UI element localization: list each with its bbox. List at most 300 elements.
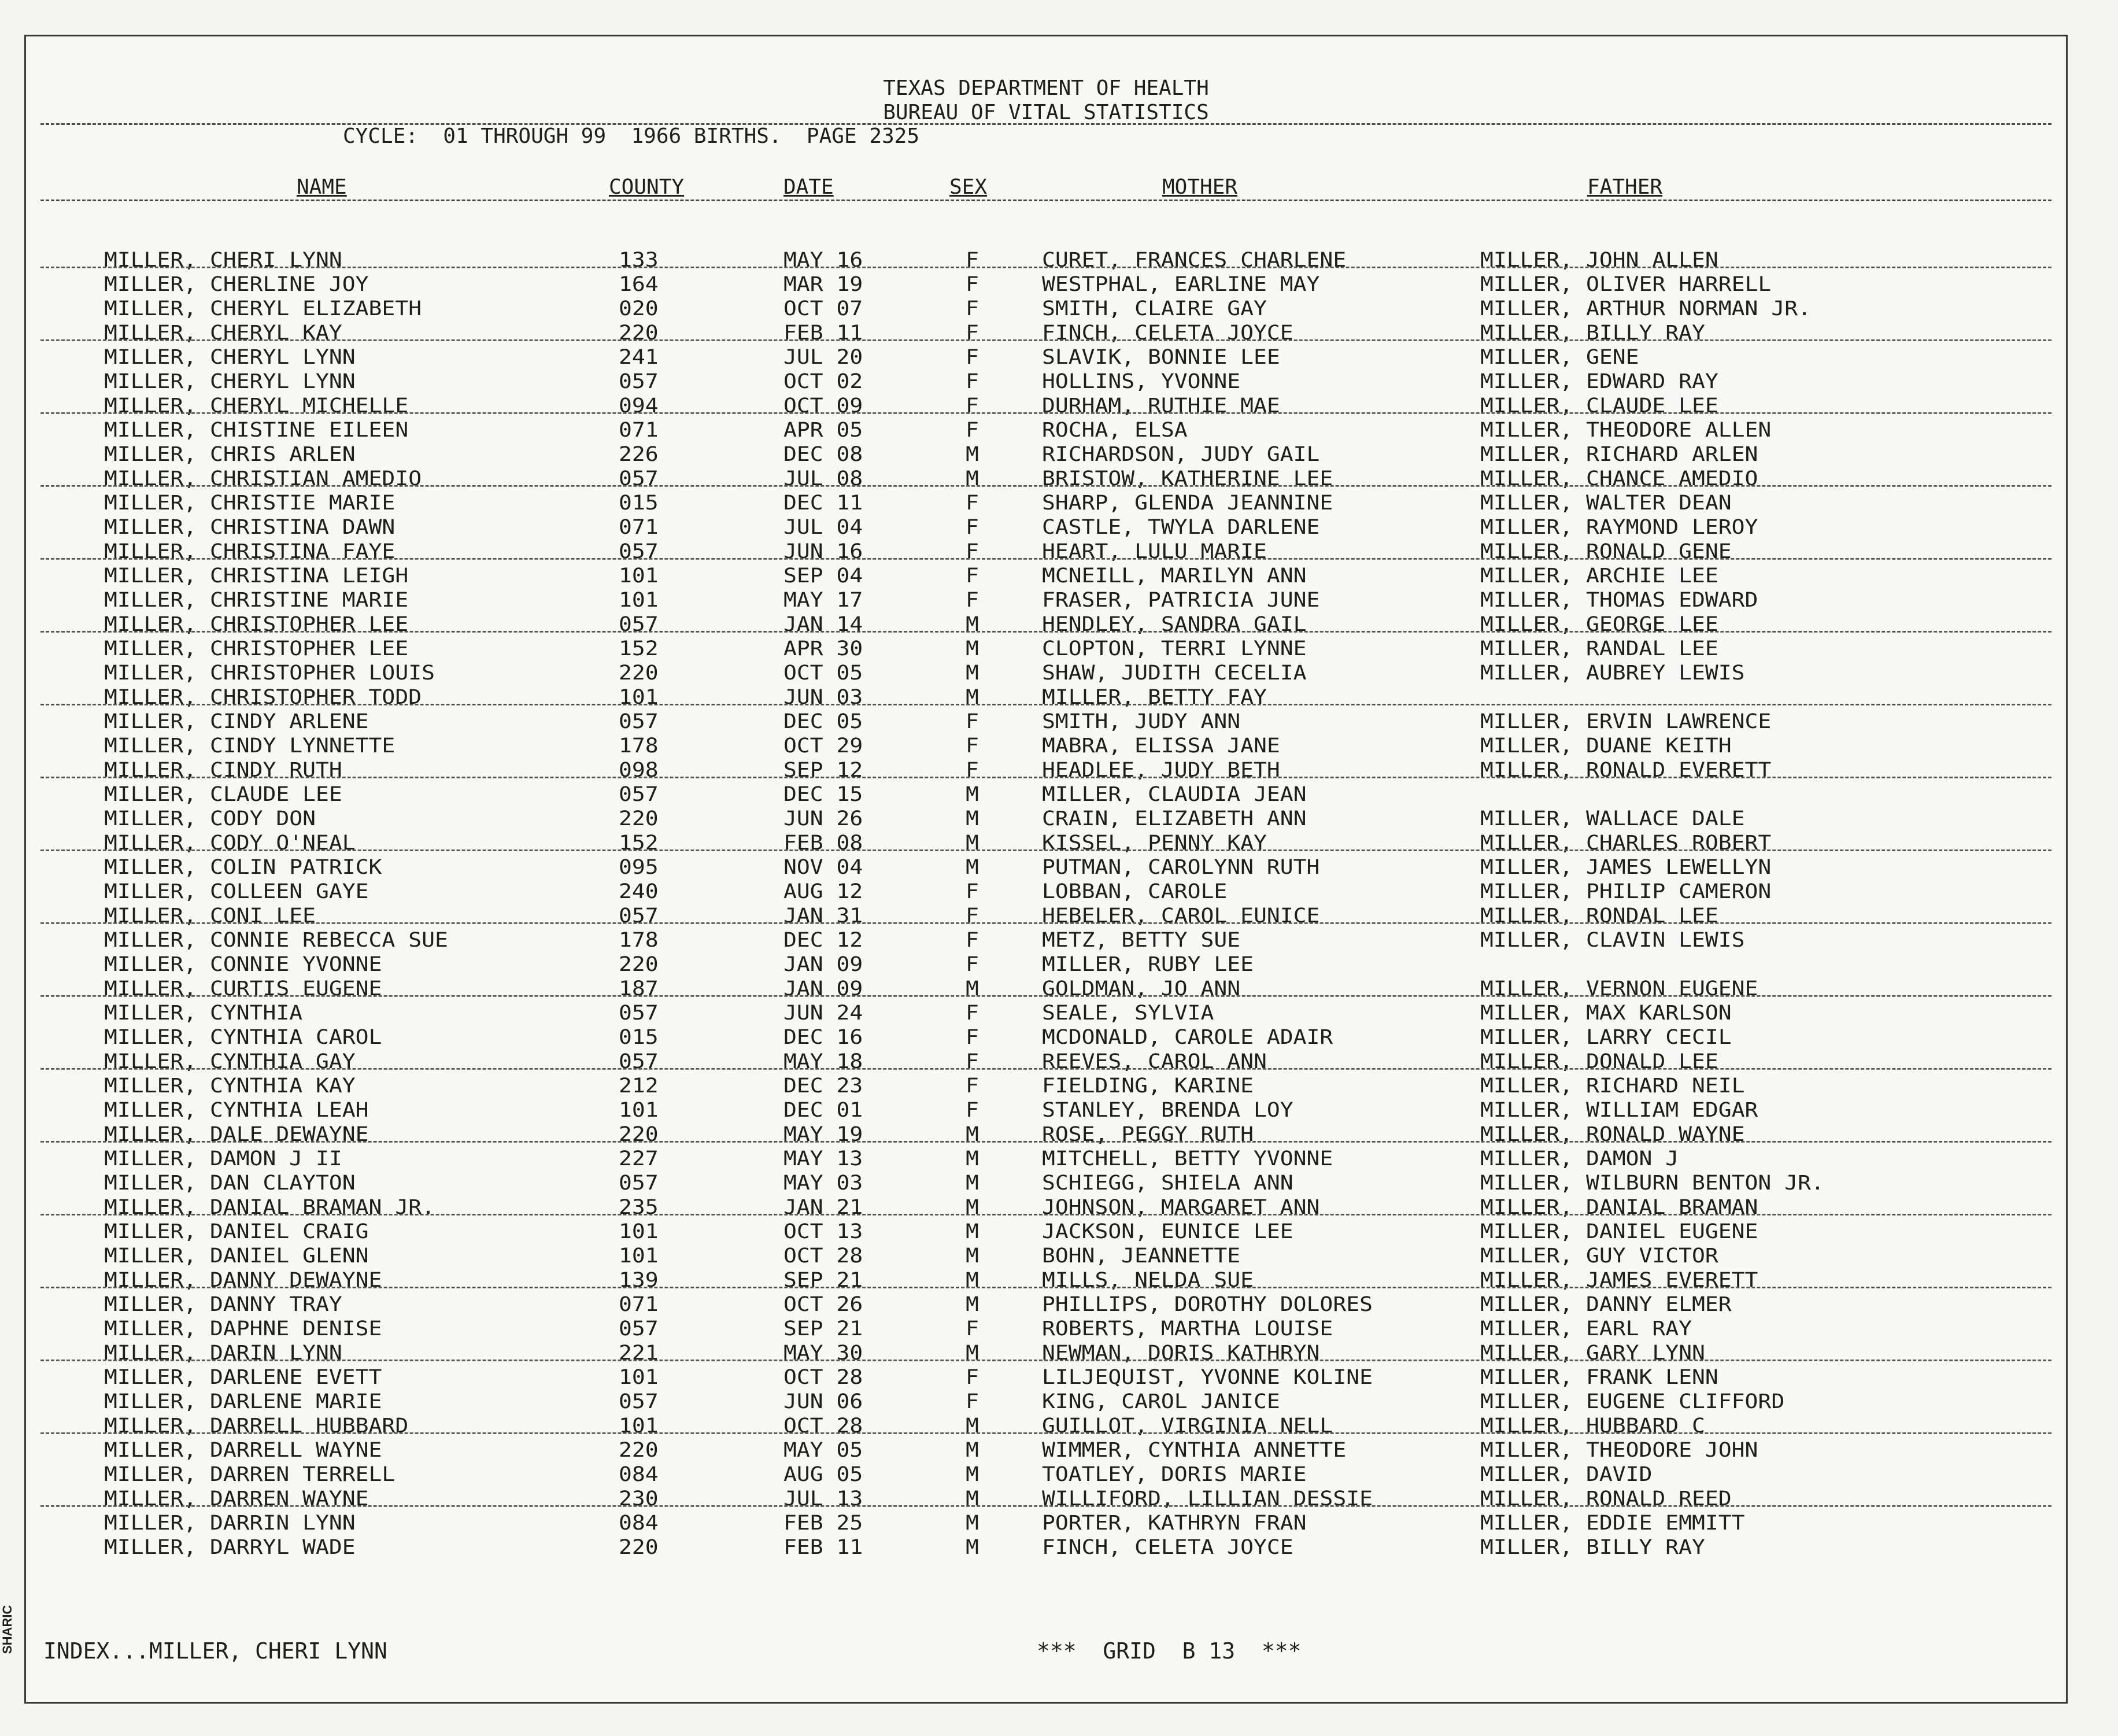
cell-county: 057 bbox=[619, 1049, 659, 1073]
cell-mother: JOHNSON, MARGARET ANN bbox=[1042, 1195, 1320, 1219]
cell-father: MILLER, WALLACE DALE bbox=[1480, 806, 1745, 830]
cell-county: 133 bbox=[619, 248, 659, 272]
cell-name: MILLER, DARRELL HUBBARD bbox=[104, 1413, 409, 1438]
cell-date: FEB 08 bbox=[783, 830, 863, 855]
cell-county: 057 bbox=[619, 1170, 659, 1195]
cell-father: MILLER, RONALD REED bbox=[1480, 1486, 1732, 1510]
cell-sex: F bbox=[966, 345, 979, 369]
cell-name: MILLER, CURTIS EUGENE bbox=[104, 976, 382, 1000]
cell-date: DEC 05 bbox=[783, 709, 863, 733]
cell-mother: STANLEY, BRENDA LOY bbox=[1042, 1098, 1293, 1122]
cell-name: MILLER, DARIN LYNN bbox=[104, 1340, 342, 1365]
cell-county: 057 bbox=[619, 903, 659, 928]
cell-date: OCT 26 bbox=[783, 1292, 863, 1316]
cell-date: OCT 13 bbox=[783, 1219, 863, 1243]
cell-county: 084 bbox=[619, 1510, 659, 1535]
cell-name: MILLER, CHRISTOPHER LEE bbox=[104, 612, 409, 636]
cell-date: FEB 11 bbox=[783, 1535, 863, 1559]
table-row bbox=[26, 1220, 2066, 1243]
cell-father: MILLER, MAX KARLSON bbox=[1480, 1000, 1732, 1025]
cell-mother: PUTMAN, CAROLYNN RUTH bbox=[1042, 855, 1320, 879]
col-county-header: COUNTY bbox=[609, 175, 685, 199]
cell-father: MILLER, CHANCE AMEDIO bbox=[1480, 466, 1758, 490]
cell-date: JUN 16 bbox=[783, 539, 863, 563]
cell-name: MILLER, DANNY DEWAYNE bbox=[104, 1268, 382, 1292]
cell-county: 178 bbox=[619, 733, 659, 758]
cell-county: 095 bbox=[619, 855, 659, 879]
cell-name: MILLER, CLAUDE LEE bbox=[104, 782, 342, 806]
cell-sex: M bbox=[966, 466, 979, 490]
cell-mother: ROCHA, ELSA bbox=[1042, 418, 1188, 442]
cell-county: 178 bbox=[619, 928, 659, 952]
cell-mother: SMITH, CLAIRE GAY bbox=[1042, 296, 1267, 320]
cell-mother: KISSEL, PENNY KAY bbox=[1042, 830, 1267, 855]
cell-county: 101 bbox=[619, 1219, 659, 1243]
cell-mother: FIELDING, KARINE bbox=[1042, 1073, 1254, 1098]
cell-sex: F bbox=[966, 1000, 979, 1025]
cell-date: OCT 28 bbox=[783, 1365, 863, 1389]
table-row bbox=[26, 904, 2066, 927]
cell-sex: M bbox=[966, 685, 979, 709]
cell-date: APR 30 bbox=[783, 636, 863, 660]
cell-county: 057 bbox=[619, 782, 659, 806]
cell-county: 227 bbox=[619, 1146, 659, 1170]
cell-date: JAN 21 bbox=[783, 1195, 863, 1219]
table-row bbox=[26, 589, 2066, 611]
cell-name: MILLER, CHRISTOPHER TODD bbox=[104, 685, 422, 709]
col-sex-header: SEX bbox=[949, 175, 988, 199]
table-row bbox=[26, 953, 2066, 976]
cell-county: 220 bbox=[619, 1438, 659, 1462]
cell-county: 057 bbox=[619, 466, 659, 490]
table-row bbox=[26, 710, 2066, 733]
cell-name: MILLER, DAMON J II bbox=[104, 1146, 342, 1170]
cell-sex: F bbox=[966, 296, 979, 320]
cell-sex: M bbox=[966, 1195, 979, 1219]
header-rule bbox=[40, 123, 2052, 125]
table-row bbox=[26, 807, 2066, 830]
cell-date: MAY 16 bbox=[783, 248, 863, 272]
cell-name: MILLER, CHERYL KAY bbox=[104, 320, 342, 345]
cell-sex: F bbox=[966, 758, 979, 782]
cell-sex: M bbox=[966, 1122, 979, 1146]
cell-mother: GUILLOT, VIRGINIA NELL bbox=[1042, 1413, 1333, 1438]
table-row bbox=[26, 492, 2066, 514]
report-subtitle: BUREAU OF VITAL STATISTICS bbox=[883, 101, 1209, 124]
cell-father: MILLER, GARY LYNN bbox=[1480, 1340, 1705, 1365]
cell-date: MAR 19 bbox=[783, 272, 863, 296]
cell-sex: F bbox=[966, 393, 979, 418]
cell-sex: F bbox=[966, 928, 979, 952]
cell-date: MAY 13 bbox=[783, 1146, 863, 1170]
cell-date: MAY 03 bbox=[783, 1170, 863, 1195]
cell-father: MILLER, JAMES EVERETT bbox=[1480, 1268, 1758, 1292]
cell-date: OCT 09 bbox=[783, 393, 863, 418]
cell-father: MILLER, GUY VICTOR bbox=[1480, 1243, 1718, 1268]
table-row bbox=[26, 1123, 2066, 1146]
cell-father: MILLER, BILLY RAY bbox=[1480, 320, 1705, 345]
cell-name: MILLER, CHRISTINE MARIE bbox=[104, 588, 409, 612]
table-row bbox=[26, 1293, 2066, 1316]
cell-date: NOV 04 bbox=[783, 855, 863, 879]
cell-name: MILLER, CODY O'NEAL bbox=[104, 830, 356, 855]
cell-name: MILLER, CHRIS ARLEN bbox=[104, 442, 356, 466]
cell-county: 139 bbox=[619, 1268, 659, 1292]
records-table bbox=[26, 248, 2066, 1559]
cell-name: MILLER, DARLENE MARIE bbox=[104, 1389, 382, 1413]
cell-mother: LILJEQUIST, YVONNE KOLINE bbox=[1042, 1365, 1373, 1389]
cell-county: 212 bbox=[619, 1073, 659, 1098]
cell-sex: F bbox=[966, 1365, 979, 1389]
cell-mother: CASTLE, TWYLA DARLENE bbox=[1042, 515, 1320, 539]
cell-sex: M bbox=[966, 782, 979, 806]
cell-name: MILLER, DANIEL GLENN bbox=[104, 1243, 369, 1268]
cell-mother: MABRA, ELISSA JANE bbox=[1042, 733, 1280, 758]
cell-date: DEC 01 bbox=[783, 1098, 863, 1122]
cell-name: MILLER, COLIN PATRICK bbox=[104, 855, 382, 879]
cell-date: DEC 16 bbox=[783, 1025, 863, 1049]
cell-name: MILLER, CYNTHIA KAY bbox=[104, 1073, 356, 1098]
table-row bbox=[26, 564, 2066, 587]
cell-name: MILLER, CINDY LYNNETTE bbox=[104, 733, 395, 758]
table-row bbox=[26, 832, 2066, 854]
cell-county: 101 bbox=[619, 1413, 659, 1438]
table-row bbox=[26, 1342, 2066, 1364]
cell-date: JUN 06 bbox=[783, 1389, 863, 1413]
cell-sex: F bbox=[966, 490, 979, 515]
cell-sex: M bbox=[966, 806, 979, 830]
cell-sex: F bbox=[966, 539, 979, 563]
cell-mother: WILLIFORD, LILLIAN DESSIE bbox=[1042, 1486, 1373, 1510]
cell-mother: NEWMAN, DORIS KATHRYN bbox=[1042, 1340, 1320, 1365]
cell-sex: M bbox=[966, 442, 979, 466]
cell-mother: GOLDMAN, JO ANN bbox=[1042, 976, 1241, 1000]
report-title: TEXAS DEPARTMENT OF HEALTH bbox=[883, 76, 1209, 100]
cell-name: MILLER, CYNTHIA bbox=[104, 1000, 303, 1025]
cell-county: 240 bbox=[619, 879, 659, 903]
table-row bbox=[26, 394, 2066, 417]
cell-mother: METZ, BETTY SUE bbox=[1042, 928, 1241, 952]
cell-name: MILLER, DARREN WAYNE bbox=[104, 1486, 369, 1510]
cell-county: 226 bbox=[619, 442, 659, 466]
table-row bbox=[26, 880, 2066, 903]
cell-name: MILLER, DARLENE EVETT bbox=[104, 1365, 382, 1389]
cell-name: MILLER, DALE DEWAYNE bbox=[104, 1122, 369, 1146]
table-row bbox=[26, 322, 2066, 344]
cell-name: MILLER, CHRISTINA DAWN bbox=[104, 515, 395, 539]
cell-father: MILLER, CHARLES ROBERT bbox=[1480, 830, 1772, 855]
cell-mother: JACKSON, EUNICE LEE bbox=[1042, 1219, 1293, 1243]
cell-county: 220 bbox=[619, 952, 659, 976]
table-row bbox=[26, 1074, 2066, 1097]
cell-father: MILLER, GEORGE LEE bbox=[1480, 612, 1718, 636]
cell-mother: MCDONALD, CAROLE ADAIR bbox=[1042, 1025, 1333, 1049]
cell-mother: SEALE, SYLVIA bbox=[1042, 1000, 1214, 1025]
cell-mother: SHAW, JUDITH CECELIA bbox=[1042, 660, 1307, 685]
cell-father: MILLER, DUANE KEITH bbox=[1480, 733, 1732, 758]
cell-county: 057 bbox=[619, 369, 659, 393]
cell-father: MILLER, RICHARD NEIL bbox=[1480, 1073, 1745, 1098]
cell-father: MILLER, EDWARD RAY bbox=[1480, 369, 1718, 393]
cell-date: JUL 13 bbox=[783, 1486, 863, 1510]
cell-date: MAY 30 bbox=[783, 1340, 863, 1365]
cell-mother: CURET, FRANCES CHARLENE bbox=[1042, 248, 1347, 272]
table-row bbox=[26, 346, 2066, 368]
cell-name: MILLER, CHERLINE JOY bbox=[104, 272, 369, 296]
cell-name: MILLER, CINDY ARLENE bbox=[104, 709, 369, 733]
cell-mother: ROSE, PEGGY RUTH bbox=[1042, 1122, 1254, 1146]
cell-county: 220 bbox=[619, 806, 659, 830]
cell-father: MILLER, RANDAL LEE bbox=[1480, 636, 1718, 660]
table-row bbox=[26, 1099, 2066, 1121]
cell-mother: KING, CAROL JANICE bbox=[1042, 1389, 1280, 1413]
cell-sex: F bbox=[966, 1025, 979, 1049]
cell-county: 057 bbox=[619, 1000, 659, 1025]
cell-father: MILLER, DAMON J bbox=[1480, 1146, 1679, 1170]
cell-name: MILLER, CYNTHIA GAY bbox=[104, 1049, 356, 1073]
cell-date: OCT 07 bbox=[783, 296, 863, 320]
cell-sex: F bbox=[966, 248, 979, 272]
cell-county: 057 bbox=[619, 1316, 659, 1340]
cell-father: MILLER, WILBURN BENTON JR. bbox=[1480, 1170, 1824, 1195]
table-row bbox=[26, 419, 2066, 441]
table-row bbox=[26, 443, 2066, 466]
table-row bbox=[26, 1317, 2066, 1340]
cell-father: MILLER, AUBREY LEWIS bbox=[1480, 660, 1745, 685]
cell-date: DEC 08 bbox=[783, 442, 863, 466]
cell-date: JUN 26 bbox=[783, 806, 863, 830]
cell-father: MILLER, EARL RAY bbox=[1480, 1316, 1692, 1340]
cell-father: MILLER, RICHARD ARLEN bbox=[1480, 442, 1758, 466]
cell-sex: M bbox=[966, 612, 979, 636]
cell-mother: HEADLEE, JUDY BETH bbox=[1042, 758, 1280, 782]
cell-sex: F bbox=[966, 733, 979, 758]
cell-date: SEP 12 bbox=[783, 758, 863, 782]
cell-mother: REEVES, CAROL ANN bbox=[1042, 1049, 1267, 1073]
cell-date: MAY 18 bbox=[783, 1049, 863, 1073]
table-row bbox=[26, 1050, 2066, 1073]
cell-county: 220 bbox=[619, 1122, 659, 1146]
table-row bbox=[26, 1390, 2066, 1413]
cell-father: MILLER, DANIEL EUGENE bbox=[1480, 1219, 1758, 1243]
table-row bbox=[26, 1196, 2066, 1218]
cell-county: 057 bbox=[619, 612, 659, 636]
cell-name: MILLER, CHRISTINA FAYE bbox=[104, 539, 395, 563]
table-row bbox=[26, 613, 2066, 636]
cell-mother: FINCH, CELETA JOYCE bbox=[1042, 1535, 1293, 1559]
cell-county: 220 bbox=[619, 660, 659, 685]
index-line: INDEX...MILLER, CHERI LYNN bbox=[43, 1638, 387, 1664]
cell-county: 084 bbox=[619, 1462, 659, 1486]
cell-name: MILLER, DANIAL BRAMAN JR. bbox=[104, 1195, 435, 1219]
cell-mother: FINCH, CELETA JOYCE bbox=[1042, 320, 1293, 345]
table-row bbox=[26, 1463, 2066, 1486]
cell-county: 015 bbox=[619, 490, 659, 515]
cell-date: DEC 23 bbox=[783, 1073, 863, 1098]
cell-name: MILLER, CHERYL MICHELLE bbox=[104, 393, 409, 418]
cell-name: MILLER, CHERYL LYNN bbox=[104, 369, 356, 393]
cell-sex: F bbox=[966, 1049, 979, 1073]
cell-father: MILLER, JOHN ALLEN bbox=[1480, 248, 1718, 272]
table-row bbox=[26, 249, 2066, 271]
cell-date: SEP 21 bbox=[783, 1316, 863, 1340]
cell-mother: CLOPTON, TERRI LYNNE bbox=[1042, 636, 1307, 660]
cell-mother: MILLER, RUBY LEE bbox=[1042, 952, 1254, 976]
cell-sex: M bbox=[966, 1146, 979, 1170]
cell-county: 220 bbox=[619, 1535, 659, 1559]
cell-mother: WESTPHAL, EARLINE MAY bbox=[1042, 272, 1320, 296]
cell-mother: WIMMER, CYNTHIA ANNETTE bbox=[1042, 1438, 1347, 1462]
cell-name: MILLER, DARRELL WAYNE bbox=[104, 1438, 382, 1462]
cell-date: JUN 24 bbox=[783, 1000, 863, 1025]
cell-date: OCT 02 bbox=[783, 369, 863, 393]
cell-father: MILLER, VERNON EUGENE bbox=[1480, 976, 1758, 1000]
cell-date: OCT 28 bbox=[783, 1413, 863, 1438]
cell-date: FEB 25 bbox=[783, 1510, 863, 1535]
grid-label: *** GRID B 13 *** bbox=[1037, 1638, 1302, 1664]
cell-name: MILLER, DANNY TRAY bbox=[104, 1292, 342, 1316]
cell-father: MILLER, DONALD LEE bbox=[1480, 1049, 1718, 1073]
cell-father: MILLER, DAVID bbox=[1480, 1462, 1653, 1486]
cell-father: MILLER, CLAVIN LEWIS bbox=[1480, 928, 1745, 952]
cell-name: MILLER, DAN CLAYTON bbox=[104, 1170, 356, 1195]
cell-name: MILLER, DAPHNE DENISE bbox=[104, 1316, 382, 1340]
table-row bbox=[26, 1536, 2066, 1558]
cell-date: SEP 04 bbox=[783, 563, 863, 588]
cell-sex: F bbox=[966, 1098, 979, 1122]
cell-father: MILLER, HUBBARD C bbox=[1480, 1413, 1705, 1438]
cell-county: 187 bbox=[619, 976, 659, 1000]
cell-county: 230 bbox=[619, 1486, 659, 1510]
cell-sex: M bbox=[966, 1340, 979, 1365]
cell-sex: F bbox=[966, 320, 979, 345]
cell-mother: DURHAM, RUTHIE MAE bbox=[1042, 393, 1280, 418]
document-page bbox=[24, 35, 2068, 1704]
cell-county: 101 bbox=[619, 1243, 659, 1268]
cell-name: MILLER, CHRISTOPHER LOUIS bbox=[104, 660, 435, 685]
cell-name: MILLER, CHRISTIAN AMEDIO bbox=[104, 466, 422, 490]
cell-date: AUG 05 bbox=[783, 1462, 863, 1486]
cell-father: MILLER, RONALD EVERETT bbox=[1480, 758, 1772, 782]
cell-sex: M bbox=[966, 1535, 979, 1559]
cell-county: 164 bbox=[619, 272, 659, 296]
cell-sex: F bbox=[966, 515, 979, 539]
table-row bbox=[26, 783, 2066, 806]
cell-county: 220 bbox=[619, 320, 659, 345]
cell-county: 221 bbox=[619, 1340, 659, 1365]
cell-name: MILLER, CHISTINE EILEEN bbox=[104, 418, 409, 442]
cell-name: MILLER, CHERYL ELIZABETH bbox=[104, 296, 422, 320]
cell-mother: MITCHELL, BETTY YVONNE bbox=[1042, 1146, 1333, 1170]
cell-father: MILLER, GENE bbox=[1480, 345, 1639, 369]
cell-name: MILLER, CINDY RUTH bbox=[104, 758, 342, 782]
cell-county: 057 bbox=[619, 709, 659, 733]
cell-sex: M bbox=[966, 1268, 979, 1292]
cell-father: MILLER, PHILIP CAMERON bbox=[1480, 879, 1772, 903]
cell-father: MILLER, LARRY CECIL bbox=[1480, 1025, 1732, 1049]
table-row bbox=[26, 297, 2066, 320]
cell-father: MILLER, RONALD GENE bbox=[1480, 539, 1732, 563]
cell-sex: M bbox=[966, 855, 979, 879]
cell-mother: MILLER, BETTY FAY bbox=[1042, 685, 1267, 709]
cell-father: MILLER, JAMES LEWELLYN bbox=[1480, 855, 1772, 879]
cell-date: MAY 17 bbox=[783, 588, 863, 612]
table-row bbox=[26, 734, 2066, 757]
cell-date: JAN 14 bbox=[783, 612, 863, 636]
cell-date: JAN 31 bbox=[783, 903, 863, 928]
cell-sex: F bbox=[966, 903, 979, 928]
cell-date: MAY 05 bbox=[783, 1438, 863, 1462]
cell-name: MILLER, CYNTHIA CAROL bbox=[104, 1025, 382, 1049]
table-row bbox=[26, 1487, 2066, 1510]
cell-sex: M bbox=[966, 976, 979, 1000]
cell-date: DEC 11 bbox=[783, 490, 863, 515]
cell-father: MILLER, WILLIAM EDGAR bbox=[1480, 1098, 1758, 1122]
cell-sex: M bbox=[966, 1413, 979, 1438]
cell-name: MILLER, CHRISTIE MARIE bbox=[104, 490, 395, 515]
cell-father: MILLER, BILLY RAY bbox=[1480, 1535, 1705, 1559]
cell-sex: M bbox=[966, 636, 979, 660]
cell-date: JUN 03 bbox=[783, 685, 863, 709]
cell-name: MILLER, DARRYL WADE bbox=[104, 1535, 356, 1559]
cell-name: MILLER, COLLEEN GAYE bbox=[104, 879, 369, 903]
cell-county: 098 bbox=[619, 758, 659, 782]
cell-mother: SLAVIK, BONNIE LEE bbox=[1042, 345, 1280, 369]
table-row bbox=[26, 1172, 2066, 1194]
cell-sex: F bbox=[966, 952, 979, 976]
cell-sex: M bbox=[966, 660, 979, 685]
cell-county: 020 bbox=[619, 296, 659, 320]
cell-mother: MILLER, CLAUDIA JEAN bbox=[1042, 782, 1307, 806]
cell-sex: F bbox=[966, 418, 979, 442]
cell-sex: F bbox=[966, 588, 979, 612]
cell-county: 094 bbox=[619, 393, 659, 418]
cell-name: MILLER, DANIEL CRAIG bbox=[104, 1219, 369, 1243]
cell-father: MILLER, ERVIN LAWRENCE bbox=[1480, 709, 1772, 733]
cell-mother: FRASER, PATRICIA JUNE bbox=[1042, 588, 1320, 612]
col-date-header: DATE bbox=[783, 175, 834, 199]
cell-county: 071 bbox=[619, 418, 659, 442]
cell-mother: PORTER, KATHRYN FRAN bbox=[1042, 1510, 1307, 1535]
cell-county: 101 bbox=[619, 685, 659, 709]
cell-sex: M bbox=[966, 1486, 979, 1510]
cell-county: 101 bbox=[619, 563, 659, 588]
cell-father: MILLER, ARTHUR NORMAN JR. bbox=[1480, 296, 1811, 320]
table-row bbox=[26, 1414, 2066, 1437]
cell-name: MILLER, DARREN TERRELL bbox=[104, 1462, 395, 1486]
cell-father: MILLER, RONALD WAYNE bbox=[1480, 1122, 1745, 1146]
table-row bbox=[26, 1026, 2066, 1048]
cell-sex: F bbox=[966, 1073, 979, 1098]
cell-date: OCT 29 bbox=[783, 733, 863, 758]
cell-mother: HENDLEY, SANDRA GAIL bbox=[1042, 612, 1307, 636]
cell-name: MILLER, CHRISTINA LEIGH bbox=[104, 563, 409, 588]
cell-county: 071 bbox=[619, 515, 659, 539]
table-row bbox=[26, 1147, 2066, 1170]
cell-sex: M bbox=[966, 1170, 979, 1195]
column-rule bbox=[40, 200, 2052, 201]
cell-date: JAN 09 bbox=[783, 976, 863, 1000]
cell-sex: F bbox=[966, 1389, 979, 1413]
cell-date: DEC 12 bbox=[783, 928, 863, 952]
table-row bbox=[26, 637, 2066, 660]
cell-name: MILLER, CODY DON bbox=[104, 806, 316, 830]
cell-father: MILLER, EUGENE CLIFFORD bbox=[1480, 1389, 1785, 1413]
side-label: SHARIC bbox=[0, 1605, 14, 1654]
cell-sex: F bbox=[966, 563, 979, 588]
cell-father: MILLER, THOMAS EDWARD bbox=[1480, 588, 1758, 612]
cell-sex: M bbox=[966, 1219, 979, 1243]
